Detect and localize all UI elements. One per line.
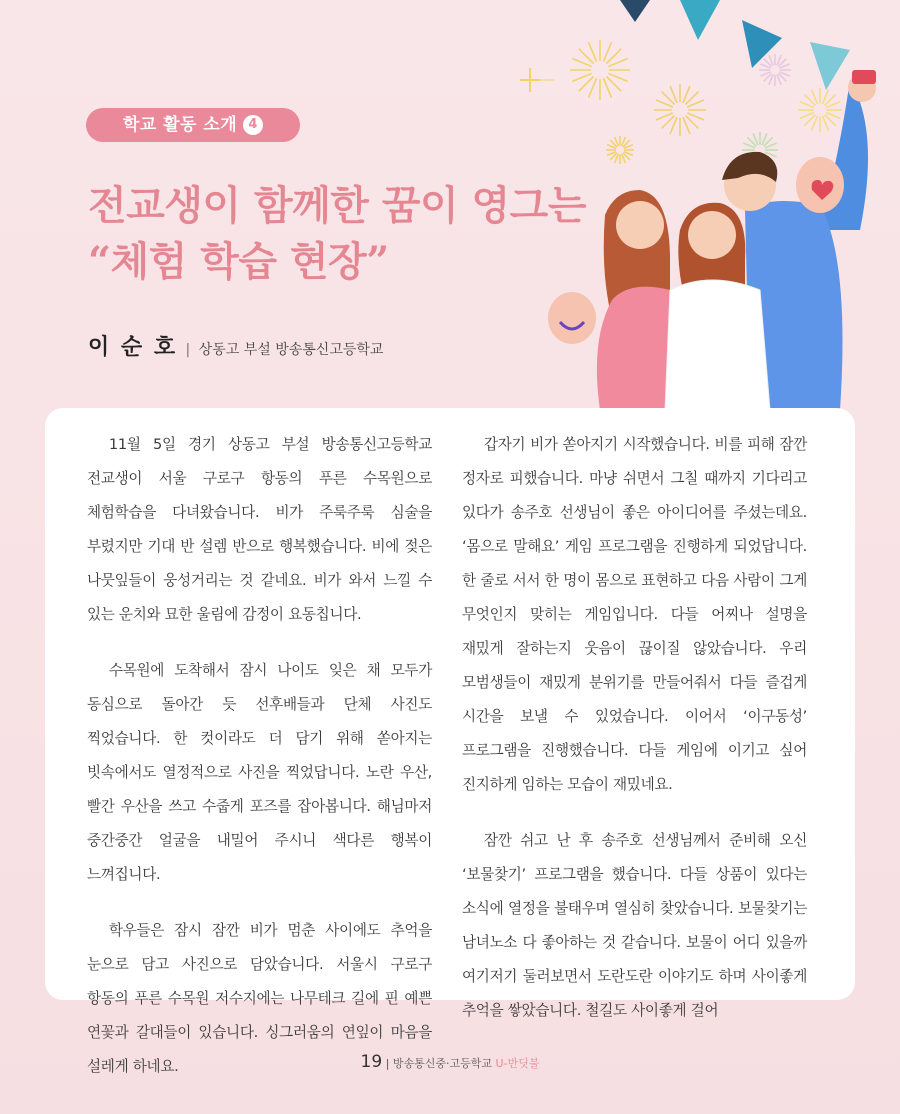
celebration-illustration [520, 0, 900, 420]
publication-name: 방송통신중·고등학교 [392, 1057, 493, 1070]
author-affiliation: 상동고 부설 방송통신고등학교 [198, 342, 384, 358]
article-column-left [87, 428, 432, 1106]
bunting-flag-icon [620, 0, 650, 22]
badge-label: 학교 활동 소개 [122, 115, 238, 135]
publication-brand: U-반딧불 [495, 1057, 540, 1070]
badge-number: 4 [243, 115, 263, 135]
firework-icon [520, 68, 554, 92]
author-name: 이 순 호 [88, 335, 178, 360]
section-badge [86, 108, 300, 142]
article-paragraph: 수목원에 도착해서 잠시 나이도 잊은 채 모두가 동심으로 돌아간 듯 선후배들과 단체 사진도 찍었습니다. 한 컷이라도 더 담기 위해 쏟아지는 빗속에서도 열정적으로 사진을 찍었답니다. 노란 우산, 빨간 우산을 쓰고 수줍게 포즈를 잡아봅니다. 해님마저 중간중간 얼굴을 내밀어 주시니 색다른 행복이 느껴집니다. [87, 662, 432, 883]
article-paragraph: 학우들은 잠시 잠깐 비가 멈춘 사이에도 추억을 눈으로 담고 사진으로 담았습니다. 서울시 구로구 항동의 푸른 수목원 저수지에는 나무테크 길에 핀 예쁜 연꽃과 갈대들이 있습니다. 싱그러움의 연잎이 마음을 설레게 하네요. [87, 922, 432, 1075]
page-footer [0, 1052, 900, 1072]
people-icon [548, 70, 876, 410]
page-number: 19 [360, 1052, 383, 1072]
article-title [88, 178, 586, 290]
article-paragraph: 갑자기 비가 쏟아지기 시작했습니다. 비를 피해 잠깐 정자로 피했습니다. 마냥 쉬면서 그칠 때까지 기다리고 있다가 송주호 선생님이 좋은 아이디어를 주셨는데요. ‘몸으로 말해요’ 게임 프로그램을 진행하게 되었답니다. 한 줄로 서서 한 명이 몸으로 표현하고 다음 사람이 그게 무엇인지 맞히는 게임입니다. 다들 어찌나 설명을 재밌게 잘하는지 웃음이 끊이질 않았습니다. 우리 모범생들이 재밌게 분위기를 만들어줘서 다들 즐겁게 시간을 보낼 수 있었습니다. 이어서 ‘이구동성’ 프로그램을 진행했습니다. 다들 게임에 이기고 싶어 진지하게 임하는 모습이 재밌네요. [462, 436, 807, 793]
title-line-1: 전교생이 함께한 꿈이 영그는 [88, 182, 586, 229]
article-paragraph: 잠깐 쉬고 난 후 송주호 선생님께서 준비해 오신 ‘보물찾기’ 프로그램을 했습니다. 다들 상품이 있다는 소식에 열정을 불태우며 열심히 찾았습니다. 보물찾기는 남녀노소 다 좋아하는 것 같습니다. 보물이 어디 있을까 여기저기 둘러보면서 도란도란 이야기도 하며 사이좋게 추억을 쌓았습니다. 철길도 사이좋게 걸어 [462, 832, 807, 1019]
footer-separator: | [385, 1057, 390, 1070]
bunting-flag-icon [742, 20, 782, 68]
bunting-flag-icon [680, 0, 720, 40]
title-line-2: “체험 학습 현장” [88, 238, 389, 285]
author-line [88, 330, 383, 361]
firework-burst-icon [570, 40, 842, 168]
article-paragraph: 11월 5일 경기 상동고 부설 방송통신고등학교 전교생이 서울 구로구 항동의 푸른 수목원으로 체험학습을 다녀왔습니다. 비가 주룩주룩 심술을 부렸지만 기대 반 설렘 반으로 행복했습니다. 비에 젖은 나뭇잎들이 웅성거리는 것 같네요. 비가 와서 느낄 수 있는 운치와 묘한 울림에 감정이 요동칩니다. [87, 436, 432, 623]
author-separator: | [185, 342, 191, 358]
article-column-right [462, 428, 807, 1050]
bunting-flag-icon [810, 42, 850, 90]
